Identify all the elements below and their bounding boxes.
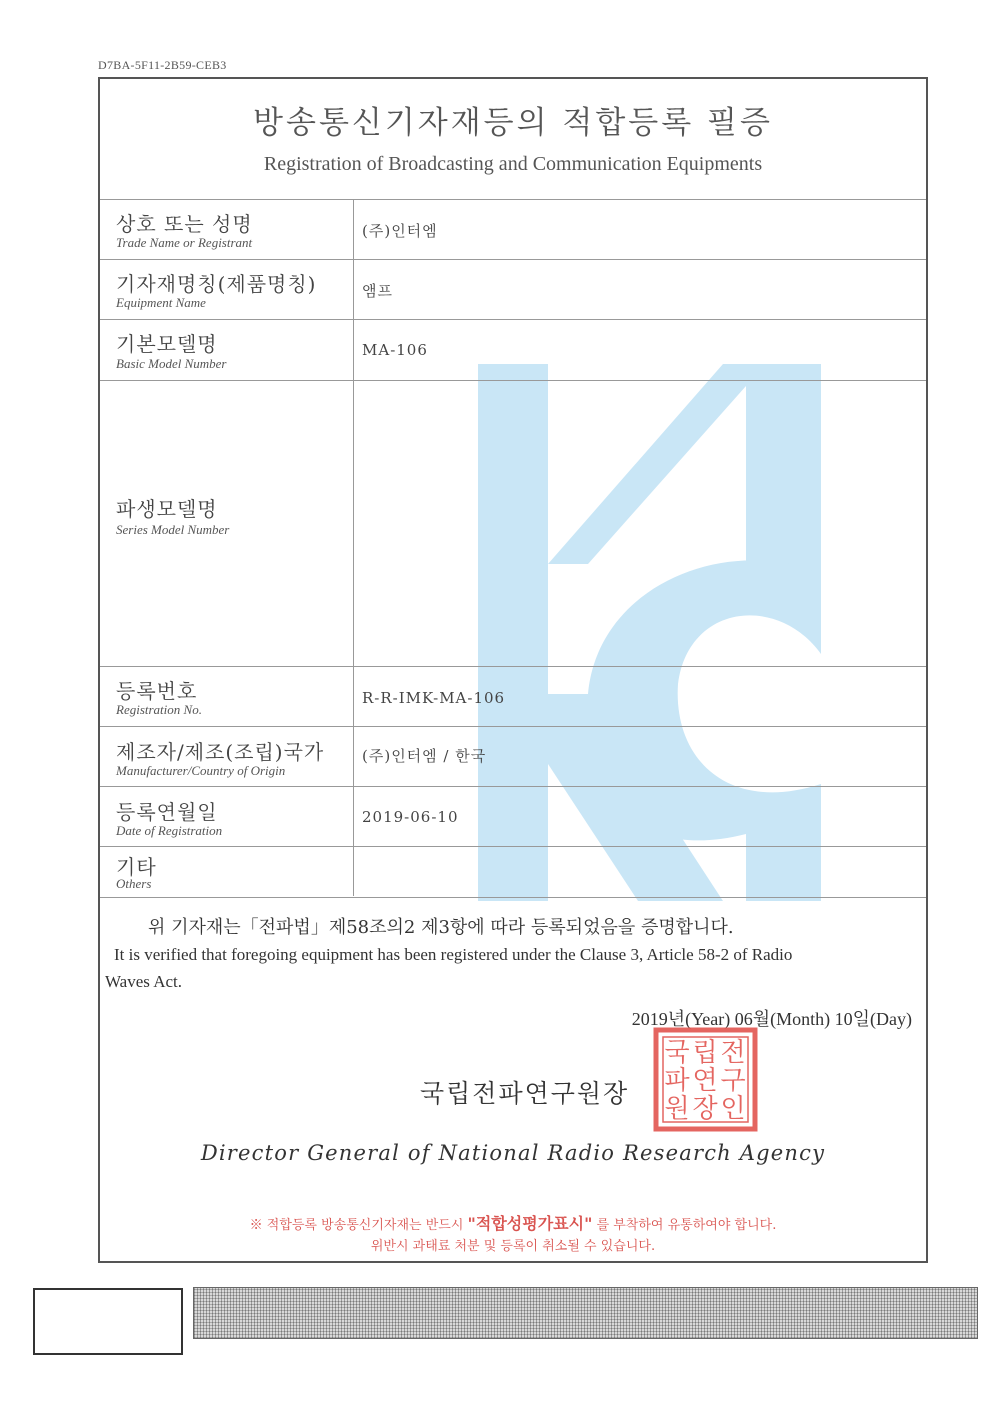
verification-english-line1: It is verified that foregoing equipment has been registered under the Clause 3, Article 58-2 of Radio: [114, 945, 793, 964]
value-equipment-name: 앰프: [362, 282, 393, 300]
label-equipment-name-ko: 기자재명칭(제품명칭): [116, 272, 317, 296]
notice-emphasis: "적합성평가표시": [467, 1214, 593, 1233]
notice-prefix: ※ 적합등록 방송통신기자재는 반드시: [249, 1218, 464, 1233]
verification-english-line2: Waves Act.: [105, 972, 182, 991]
svg-text:연: 연: [692, 1066, 718, 1096]
security-pattern-strip: [193, 1287, 978, 1339]
label-others-en: Others: [116, 876, 152, 891]
director-title-korean: 국립전파연구원장: [420, 1079, 630, 1108]
label-series-model-ko: 파생모델명: [116, 497, 218, 521]
label-registration-date-en: Date of Registration: [116, 823, 223, 838]
label-trade-name-ko: 상호 또는 성명: [116, 212, 253, 236]
label-manufacturer-en: Manufacturer/Country of Origin: [116, 763, 286, 778]
svg-text:전: 전: [720, 1038, 746, 1068]
verification-korean: 위 기자재는「전파법」제58조의2 제3항에 따라 등록되었음을 증명합니다.: [148, 917, 734, 938]
row-basic-model: [100, 319, 926, 381]
title-korean: 방송통신기자재등의 적합등록 필증: [253, 105, 773, 141]
row-others: [100, 846, 926, 898]
value-registration-date: 2019-06-10: [362, 808, 459, 826]
row-registration-date: [100, 786, 926, 847]
notice-line2: 위반시 과태료 처분 및 등록이 취소될 수 있습니다.: [370, 1239, 656, 1254]
value-registration-no: R-R-IMK-MA-106: [362, 689, 506, 707]
row-equipment-name: [100, 259, 926, 320]
value-basic-model: MA-106: [362, 341, 428, 359]
svg-text:장: 장: [692, 1094, 718, 1124]
row-trade-name: [100, 199, 926, 260]
svg-text:구: 구: [720, 1066, 746, 1096]
official-seal-icon: [653, 1027, 758, 1132]
issue-date: 2019년(Year) 06월(Month) 10일(Day): [631, 1009, 912, 1029]
value-manufacturer: (주)인터엠 / 한국: [362, 747, 487, 765]
label-equipment-name-en: Equipment Name: [116, 295, 206, 310]
label-registration-no-en: Registration No.: [116, 702, 202, 717]
label-registration-date-ko: 등록연월일: [116, 800, 218, 824]
row-series-model: [100, 380, 926, 667]
label-others-ko: 기타: [116, 855, 157, 879]
notice-line1: [100, 1211, 926, 1234]
blank-box: [33, 1288, 183, 1355]
label-basic-model-en: Basic Model Number: [116, 356, 227, 371]
label-series-model-en: Series Model Number: [116, 522, 230, 537]
svg-text:파: 파: [664, 1066, 690, 1096]
certificate-frame: [98, 77, 928, 1263]
document-id: D7BA-5F11-2B59-CEB3: [98, 58, 227, 72]
notice-suffix: 를 부착하여 유통하여야 합니다.: [596, 1218, 777, 1233]
value-trade-name: (주)인터엠: [362, 222, 438, 240]
label-registration-no-ko: 등록번호: [116, 679, 198, 703]
row-manufacturer: [100, 726, 926, 787]
label-trade-name-en: Trade Name or Registrant: [116, 235, 253, 250]
svg-text:립: 립: [692, 1038, 718, 1068]
label-basic-model-ko: 기본모델명: [116, 332, 218, 356]
svg-text:인: 인: [720, 1094, 746, 1124]
title-english: Registration of Broadcasting and Communication Equipments: [263, 153, 763, 175]
row-registration-no: [100, 666, 926, 727]
director-title-english: Director General of National Radio Research Agency: [200, 1141, 826, 1165]
svg-text:원: 원: [664, 1094, 690, 1124]
svg-text:국: 국: [664, 1038, 690, 1068]
label-manufacturer-ko: 제조자/제조(조립)국가: [116, 740, 325, 764]
